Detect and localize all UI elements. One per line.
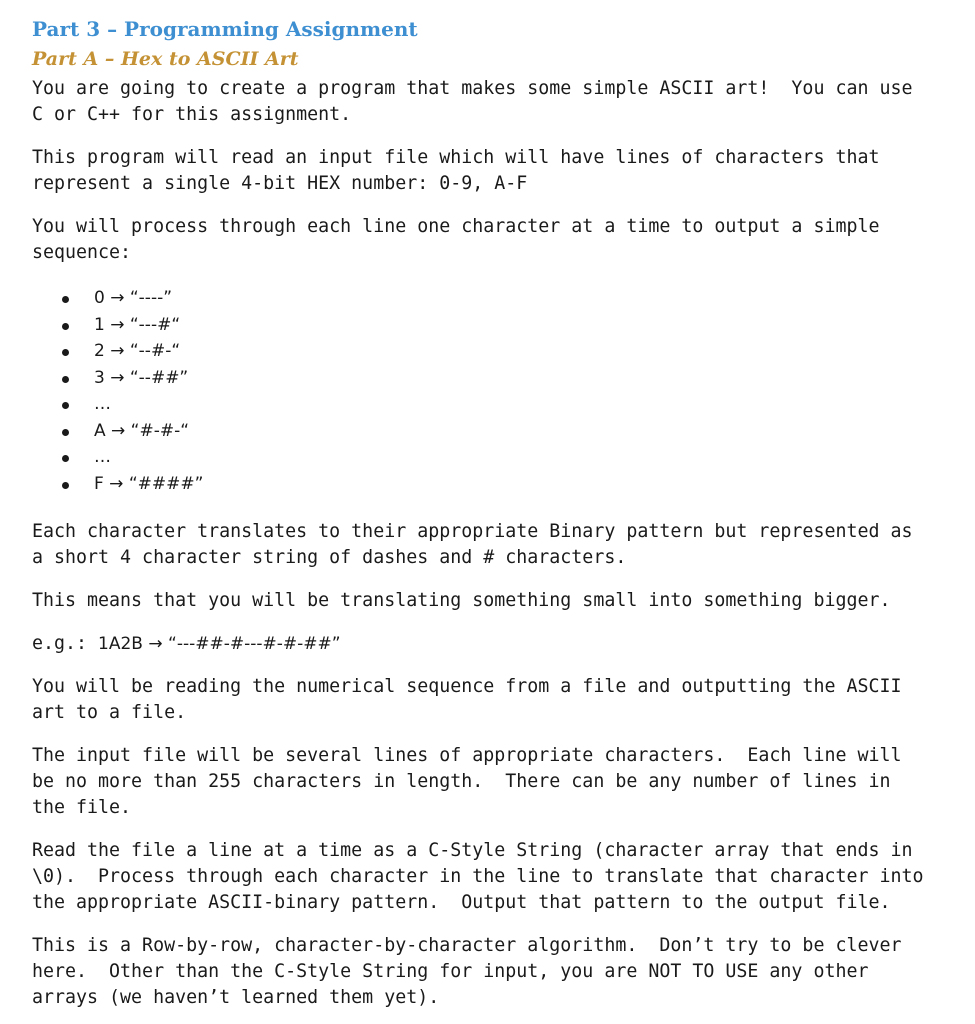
subsection-heading: Part A – Hex to ASCII Art (32, 48, 299, 70)
algorithm-paragraph: This is a Row-by-row, character-by-character algorithm. Don’t try to be clever here. Other than the C-Style String for input, you are NOT TO USE any other arrays (we haven’t learned them yet). (32, 935, 902, 1008)
list-item: … (32, 391, 967, 418)
list-item: … (32, 444, 967, 471)
list-item: F → “####” (32, 471, 967, 498)
process-paragraph: You will process through each line one character at a time to output a simple sequence: (32, 216, 880, 263)
binary-pattern-paragraph: Each character translates to their appropriate Binary pattern but represented as a short 4 character string of dashes and # characters. (32, 521, 913, 568)
intro-paragraph: You are going to create a program that makes some simple ASCII art! You can use C or C++ for this assignment. (32, 78, 913, 125)
translation-paragraph: This means that you will be translating something small into something bigger. (32, 590, 891, 611)
file-io-paragraph: You will be reading the numerical sequence from a file and outputting the ASCII art to a file. (32, 676, 902, 723)
list-item: A → “#-#-“ (32, 418, 967, 445)
document-page (32, 14, 967, 1011)
list-item: 2 → “--#-“ (32, 338, 967, 365)
input-description-paragraph: This program will read an input file which will have lines of characters that represent a single 4-bit HEX number: 0-9, A-F (32, 147, 880, 194)
example-line (32, 631, 967, 657)
list-item: 0 → “----” (32, 285, 967, 312)
list-item: 1 → “---#“ (32, 312, 967, 339)
section-heading: Part 3 – Programming Assignment (32, 17, 418, 41)
mapping-list (32, 285, 967, 497)
read-line-paragraph: Read the file a line at a time as a C-Style String (character array that ends in \0). Process through each character in the line to translate that character into the appropriate ASCII-binary pattern. Output that pattern to the output file. (32, 840, 924, 913)
input-file-paragraph: The input file will be several lines of appropriate characters. Each line will be no more than 255 characters in length. There can be any number of lines in the file. (32, 745, 902, 818)
example-value: 1A2B → “---##-#---#-#-##” (98, 634, 341, 654)
example-prefix: e.g.: (32, 633, 99, 654)
list-item: 3 → “--##” (32, 365, 967, 392)
